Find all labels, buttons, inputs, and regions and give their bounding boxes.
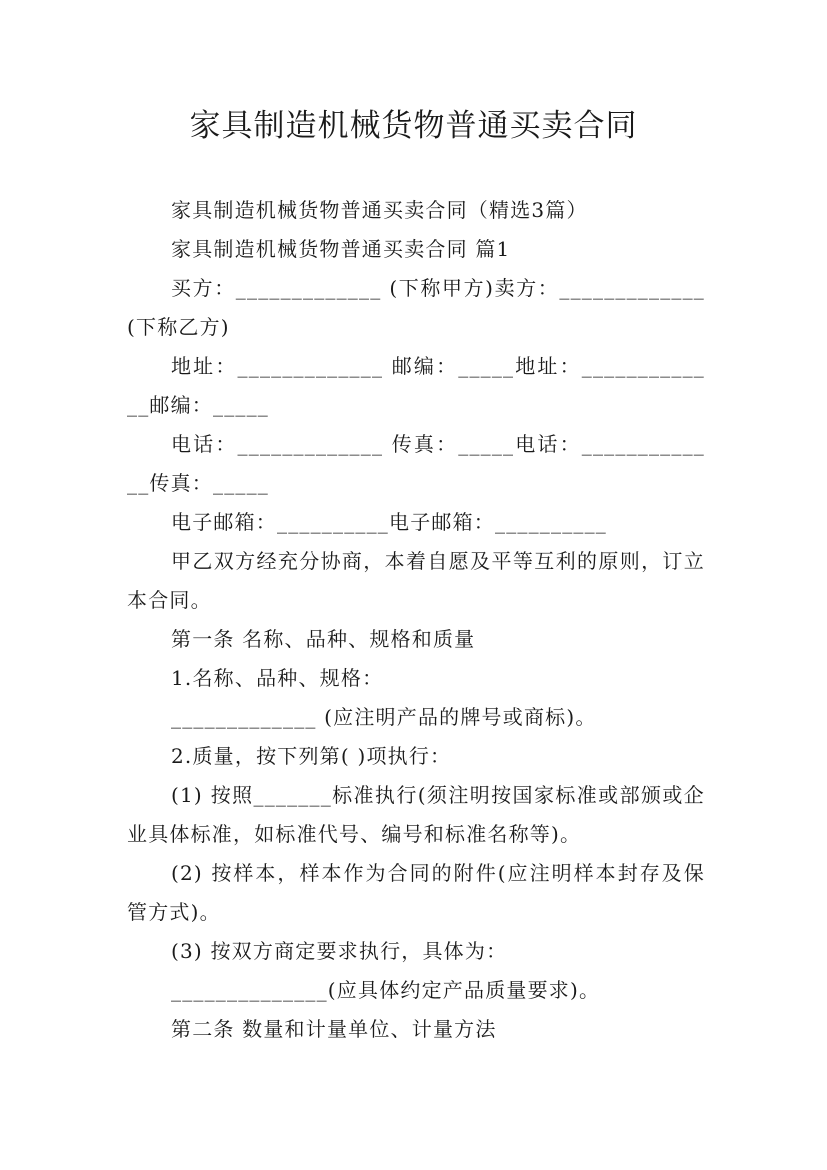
document-body [127,191,705,1049]
paragraph-section-heading: 家具制造机械货物普通买卖合同 篇1 [171,237,511,261]
paragraph-item-2: 2.质量，按下列第( )项执行： [171,744,452,768]
paragraph-subtitle: 家具制造机械货物普通买卖合同（精选3篇） [171,198,588,222]
paragraph-option-3-blank: ______________(应具体约定产品质量要求)。 [171,978,601,1002]
article-1-heading: 第一条 名称、品种、规格和质量 [171,627,476,651]
paragraph-item-1-blank: _____________ (应注明产品的牌号或商标)。 [171,705,597,729]
paragraph-option-1: (1) 按照_______标准执行(须注明按国家标准或部颁或企业具体标准，如标准代号、编号和标准名称等)。 [127,783,705,846]
paragraph-buyer-seller: 买方：_____________ (下称甲方)卖方：_____________(下称乙方) [127,276,705,339]
paragraph-email: 电子邮箱：__________电子邮箱：__________ [171,510,607,534]
document-title: 家具制造机械货物普通买卖合同 [189,108,638,144]
paragraph-option-2: (2) 按样本，样本作为合同的附件(应注明样本封存及保管方式)。 [127,861,705,924]
paragraph-option-3: (3) 按双方商定要求执行，具体为： [171,939,508,963]
paragraph-item-1: 1.名称、品种、规格： [171,666,384,690]
paragraph-address: 地址：_____________ 邮编：_____地址：_____________邮编：_____ [127,354,705,417]
article-2-heading: 第二条 数量和计量单位、计量方法 [171,1017,497,1041]
paragraph-preamble: 甲乙双方经充分协商，本着自愿及平等互利的原则，订立本合同。 [127,549,705,612]
paragraph-phone: 电话：_____________ 传真：_____电话：_____________传真：_____ [127,432,705,495]
